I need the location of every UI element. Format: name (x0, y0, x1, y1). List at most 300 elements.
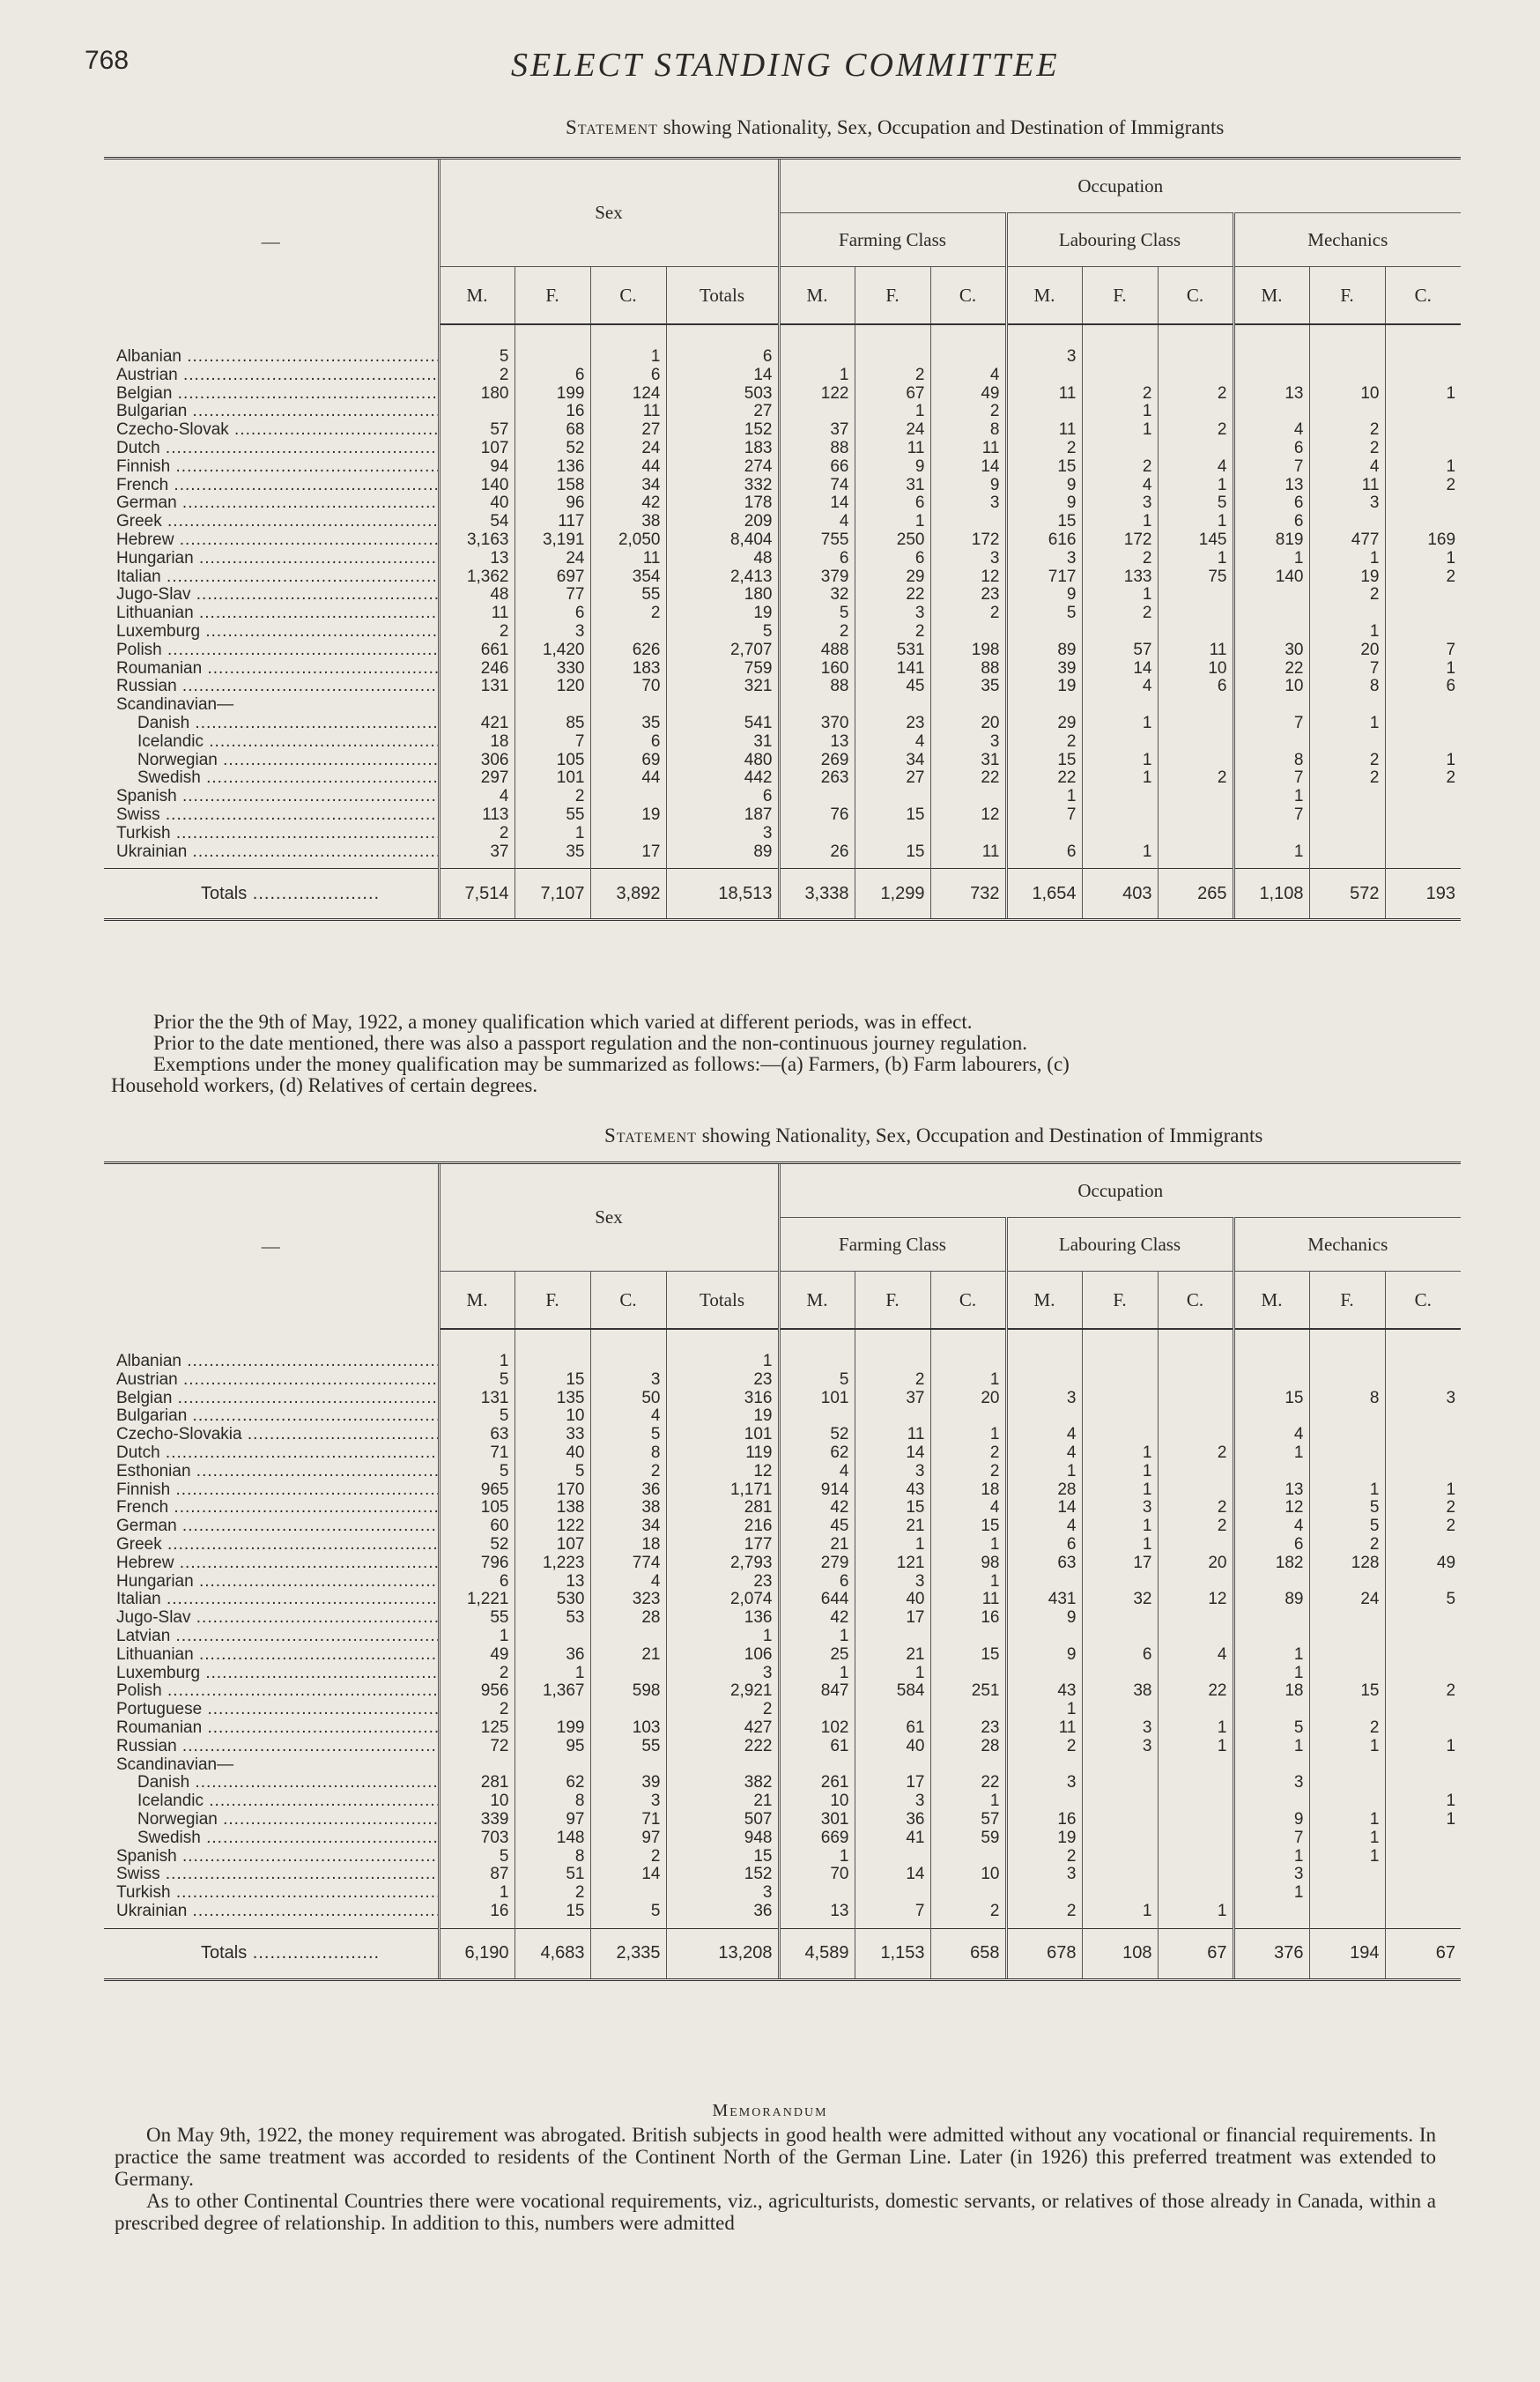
totals-cell: 15 (666, 1848, 779, 1866)
sex-f-cell (515, 1353, 590, 1371)
farming-f-cell: 40 (855, 1591, 930, 1609)
labouring-m-cell: 2 (1006, 1848, 1082, 1866)
spacer-row (104, 1921, 1461, 1929)
farming-m-cell: 26 (779, 843, 855, 862)
mechanics-m-cell (1233, 623, 1309, 642)
nationality-cell: Ukrainian ..... (104, 843, 439, 862)
mechanics-c-cell (1385, 1463, 1461, 1481)
farming-c-cell (930, 1628, 1006, 1646)
nationality-cell: Bulgarian ..... (104, 1407, 439, 1426)
labouring-c-cell (1158, 1848, 1233, 1866)
spacer-cell (439, 861, 515, 869)
sex-f-cell: 5 (515, 1463, 590, 1481)
labouring-c-cell: 67 (1158, 1928, 1233, 1979)
mechanics-f-cell (1309, 843, 1385, 862)
mechanics-f-cell (1309, 367, 1385, 385)
sex-c-cell: 34 (590, 1518, 666, 1536)
labouring-c-cell (1158, 843, 1233, 862)
mechanics-m-cell: 1 (1233, 788, 1309, 806)
labouring-f-cell (1082, 623, 1158, 642)
sex-c-cell (590, 696, 666, 715)
occupation-header: Occupation (779, 1163, 1461, 1218)
labouring-m-cell (1006, 825, 1082, 843)
farming-c-cell: 88 (930, 660, 1006, 679)
mechanics-c-cell: 1 (1385, 752, 1461, 770)
labouring-f-cell (1082, 1609, 1158, 1628)
sex-c-cell (590, 1756, 666, 1775)
labouring-m-cell: 19 (1006, 678, 1082, 696)
mechanics-m-cell (1233, 1903, 1309, 1921)
mechanics-c-cell (1385, 1609, 1461, 1628)
farming-f-cell: 43 (855, 1481, 930, 1500)
farming-m-cell: 6 (779, 550, 855, 568)
mechanics-c-cell (1385, 696, 1461, 715)
mechanics-c-cell: 2 (1385, 477, 1461, 495)
labouring-m-cell (1006, 1573, 1082, 1592)
mechanics-f-cell: 1 (1309, 715, 1385, 733)
mechanics-m-cell: 13 (1233, 477, 1309, 495)
sex-f-cell: 62 (515, 1774, 590, 1792)
farming-f-cell: 29 (855, 568, 930, 587)
mechanics-f-cell (1309, 1774, 1385, 1792)
mechanics-m-cell: 4 (1233, 1426, 1309, 1444)
totals-cell: 19 (666, 605, 779, 623)
labouring-c-cell: 145 (1158, 531, 1233, 550)
labouring-c-cell (1158, 1756, 1233, 1775)
sex-m-cell: 40 (439, 494, 515, 513)
mechanics-c-cell (1385, 513, 1461, 531)
labouring-c-cell: 2 (1158, 1444, 1233, 1463)
farming-m-cell: 4 (779, 513, 855, 531)
labouring-c-cell: 1 (1158, 513, 1233, 531)
labouring-c-cell (1158, 1792, 1233, 1811)
mechanics-c-cell (1385, 1426, 1461, 1444)
statement-1-table (104, 157, 1461, 921)
labouring-m-cell: 9 (1006, 1609, 1082, 1628)
farming-f-cell (855, 788, 930, 806)
sex-m-cell: 87 (439, 1866, 515, 1884)
sex-m-cell: 5 (439, 1463, 515, 1481)
mechanics-f-cell (1309, 806, 1385, 825)
mechanics-c-header: C. (1385, 1272, 1461, 1330)
sex-f-header: F. (515, 1272, 590, 1330)
sex-c-cell: 8 (590, 1444, 666, 1463)
nationality-cell: Roumanian ..... (104, 660, 439, 679)
sex-f-cell: 1,367 (515, 1682, 590, 1701)
mechanics-m-cell: 4 (1233, 421, 1309, 440)
farming-m-cell: 2 (779, 623, 855, 642)
sex-c-cell: 3 (590, 1371, 666, 1390)
nationality-cell: Scandinavian— (116, 696, 234, 715)
labouring-m-cell: 7 (1006, 806, 1082, 825)
nationality-cell: Swiss ..... (104, 1866, 439, 1884)
mechanics-m-cell: 7 (1233, 715, 1309, 733)
mechanics-header: Mechanics (1233, 1218, 1461, 1272)
spacer-cell (666, 324, 779, 348)
farming-m-cell: 122 (779, 385, 855, 404)
sex-m-cell: 1,221 (439, 1591, 515, 1609)
mechanics-c-cell: 2 (1385, 568, 1461, 587)
farming-f-cell: 17 (855, 1609, 930, 1628)
table-row (104, 568, 1461, 587)
nationality-cell: Spanish ..... (104, 788, 439, 806)
table-row (104, 586, 1461, 605)
mechanics-c-cell: 6 (1385, 678, 1461, 696)
note-2: Prior to the date mentioned, there was also a passport regulation and the non-continuous journey regulation. (153, 1032, 1027, 1054)
table-row (104, 403, 1461, 421)
totals-cell: 19 (666, 1407, 779, 1426)
statement-2-body (104, 1329, 1461, 1979)
farming-f-cell: 23 (855, 715, 930, 733)
labouring-m-cell: 6 (1006, 843, 1082, 862)
labouring-f-cell (1082, 1884, 1158, 1903)
statement-1-title-sc: Statement (566, 116, 658, 138)
nationality-cell: Russian ..... (104, 678, 439, 696)
sex-c-cell (590, 1701, 666, 1719)
labouring-c-cell: 1 (1158, 1719, 1233, 1738)
sex-m-header: M. (439, 1272, 515, 1330)
sex-m-cell: 2 (439, 623, 515, 642)
totals-cell: 1,171 (666, 1481, 779, 1500)
farming-m-cell: 847 (779, 1682, 855, 1701)
farming-f-cell: 15 (855, 1499, 930, 1518)
sex-m-cell: 1,362 (439, 568, 515, 587)
labouring-c-cell (1158, 752, 1233, 770)
labouring-m-cell: 9 (1006, 586, 1082, 605)
labouring-c-cell (1158, 1463, 1233, 1481)
mechanics-m-cell (1233, 1371, 1309, 1390)
farming-c-cell: 658 (930, 1928, 1006, 1979)
labouring-m-cell: 3 (1006, 1390, 1082, 1408)
spacer-cell (1158, 1329, 1233, 1353)
table-row (104, 1591, 1461, 1609)
farming-f-cell: 41 (855, 1829, 930, 1848)
sex-m-cell: 281 (439, 1774, 515, 1792)
nationality-cell: Jugo-Slav ..... (104, 586, 439, 605)
labouring-c-cell: 265 (1158, 869, 1233, 920)
mechanics-f-header: F. (1309, 1272, 1385, 1330)
farming-f-cell: 2 (855, 623, 930, 642)
spacer-cell (1309, 861, 1385, 869)
spacer-cell (104, 1921, 439, 1929)
labouring-m-cell: 9 (1006, 1646, 1082, 1665)
labouring-c-cell: 1 (1158, 477, 1233, 495)
farming-c-cell (930, 788, 1006, 806)
table-row (104, 513, 1461, 531)
totals-cell: 442 (666, 769, 779, 788)
table-row (104, 440, 1461, 458)
farming-m-cell (779, 1701, 855, 1719)
table-row (104, 1426, 1461, 1444)
farming-m-cell (779, 1756, 855, 1775)
sex-f-cell: 120 (515, 678, 590, 696)
labouring-m-cell: 616 (1006, 531, 1082, 550)
mechanics-f-cell: 8 (1309, 678, 1385, 696)
farming-c-cell (930, 1407, 1006, 1426)
spacer-cell (666, 1921, 779, 1929)
labouring-f-cell: 17 (1082, 1555, 1158, 1573)
sex-c-cell: 55 (590, 1738, 666, 1756)
sex-c-cell: 18 (590, 1536, 666, 1555)
labouring-f-cell: 1 (1082, 1903, 1158, 1921)
spacer-row (104, 861, 1461, 869)
farming-f-cell: 27 (855, 769, 930, 788)
labouring-f-cell: 1 (1082, 513, 1158, 531)
mechanics-f-cell (1309, 403, 1385, 421)
labouring-m-cell: 1 (1006, 1701, 1082, 1719)
farming-m-cell: 74 (779, 477, 855, 495)
farming-f-cell: 37 (855, 1390, 930, 1408)
labouring-f-cell (1082, 1774, 1158, 1792)
totals-cell: 316 (666, 1390, 779, 1408)
farming-c-cell: 4 (930, 1499, 1006, 1518)
labouring-m-cell: 431 (1006, 1591, 1082, 1609)
statement-2-title-sc: Statement (604, 1124, 697, 1146)
farming-f-cell (855, 1756, 930, 1775)
farming-m-cell: 25 (779, 1646, 855, 1665)
sex-c-header: C. (590, 267, 666, 325)
sex-c-cell (590, 1884, 666, 1903)
spacer-cell (515, 1329, 590, 1353)
labouring-m-cell: 3 (1006, 550, 1082, 568)
spacer-cell (590, 1921, 666, 1929)
mechanics-f-cell: 19 (1309, 568, 1385, 587)
totals-cell: 382 (666, 1774, 779, 1792)
labouring-f-cell: 4 (1082, 678, 1158, 696)
labouring-m-cell (1006, 1353, 1082, 1371)
labouring-f-cell: 2 (1082, 458, 1158, 477)
farming-m-cell (779, 825, 855, 843)
farming-m-cell: 88 (779, 678, 855, 696)
labouring-c-cell: 1 (1158, 1903, 1233, 1921)
table-row (104, 1756, 1461, 1775)
sex-c-cell: 5 (590, 1903, 666, 1921)
mechanics-f-cell: 1 (1309, 623, 1385, 642)
sex-c-cell: 71 (590, 1811, 666, 1829)
farming-m-cell: 301 (779, 1811, 855, 1829)
labouring-m-cell (1006, 1371, 1082, 1390)
nationality-cell: German ..... (104, 1518, 439, 1536)
mechanics-c-cell (1385, 1774, 1461, 1792)
spacer-cell (1082, 324, 1158, 348)
labouring-c-cell (1158, 1609, 1233, 1628)
sex-c-cell: 2 (590, 1463, 666, 1481)
sex-f-cell: 1 (515, 825, 590, 843)
table-row (104, 1665, 1461, 1683)
sex-m-cell: 16 (439, 1903, 515, 1921)
farming-c-cell: 59 (930, 1829, 1006, 1848)
mechanics-m-cell (1233, 1628, 1309, 1646)
farming-m-cell: 21 (779, 1536, 855, 1555)
table-row (104, 1884, 1461, 1903)
mechanics-c-cell (1385, 715, 1461, 733)
totals-cell: 2,793 (666, 1555, 779, 1573)
statement-1-title-rest: showing Nationality, Sex, Occupation and Destination of Immigrants (657, 116, 1225, 138)
labouring-f-cell: 57 (1082, 642, 1158, 660)
mechanics-c-cell: 49 (1385, 1555, 1461, 1573)
farming-f-cell: 6 (855, 494, 930, 513)
mechanics-c-cell (1385, 1903, 1461, 1921)
labouring-m-cell: 3 (1006, 1774, 1082, 1792)
labouring-m-cell (1006, 1665, 1082, 1683)
sex-f-cell: 53 (515, 1609, 590, 1628)
sex-m-cell: 60 (439, 1518, 515, 1536)
spacer-cell (1385, 1921, 1461, 1929)
labouring-c-cell (1158, 1407, 1233, 1426)
totals-cell: 23 (666, 1371, 779, 1390)
nationality-cell: Lithuanian ..... (104, 1646, 439, 1665)
labouring-m-cell: 3 (1006, 1866, 1082, 1884)
totals-cell: 21 (666, 1792, 779, 1811)
farming-f-header: F. (855, 1272, 930, 1330)
mechanics-m-cell: 9 (1233, 1811, 1309, 1829)
farming-c-header: C. (930, 1272, 1006, 1330)
mechanics-f-cell (1309, 1792, 1385, 1811)
totals-cell: 3 (666, 1665, 779, 1683)
farming-c-cell (930, 623, 1006, 642)
mechanics-f-cell (1309, 1628, 1385, 1646)
mechanics-m-cell: 6 (1233, 513, 1309, 531)
table-row (104, 531, 1461, 550)
farming-c-cell (930, 1353, 1006, 1371)
spacer-cell (930, 1921, 1006, 1929)
statement-2-table-wrap (104, 1161, 1456, 1981)
labouring-f-cell (1082, 1371, 1158, 1390)
totals-cell: 3 (666, 1884, 779, 1903)
farming-c-cell: 732 (930, 869, 1006, 920)
nationality-cell: Swedish ..... (104, 769, 439, 788)
mechanics-c-cell (1385, 1573, 1461, 1592)
nationality-cell: Totals ..... (104, 869, 439, 920)
sex-f-cell: 136 (515, 458, 590, 477)
farming-m-cell: 379 (779, 568, 855, 587)
labouring-c-cell (1158, 367, 1233, 385)
labouring-m-cell: 1 (1006, 1463, 1082, 1481)
sex-m-cell: 94 (439, 458, 515, 477)
labouring-c-cell (1158, 1536, 1233, 1555)
farming-m-cell: 5 (779, 605, 855, 623)
labouring-f-cell (1082, 348, 1158, 367)
labouring-f-cell: 14 (1082, 660, 1158, 679)
nationality-cell: Turkish ..... (104, 825, 439, 843)
farming-m-cell: 13 (779, 733, 855, 752)
farming-c-cell: 8 (930, 421, 1006, 440)
sex-f-cell: 4,683 (515, 1928, 590, 1979)
farming-f-cell: 121 (855, 1555, 930, 1573)
table-row (104, 385, 1461, 404)
labouring-m-cell (1006, 1792, 1082, 1811)
sex-m-cell: 131 (439, 678, 515, 696)
labouring-c-cell (1158, 1628, 1233, 1646)
labouring-f-cell: 3 (1082, 1719, 1158, 1738)
farming-f-cell: 2 (855, 1371, 930, 1390)
farming-m-cell: 269 (779, 752, 855, 770)
labouring-m-cell: 2 (1006, 1738, 1082, 1756)
nationality-cell: Icelandic ..... (104, 733, 439, 752)
sex-f-cell (515, 348, 590, 367)
mechanics-c-cell (1385, 586, 1461, 605)
sex-c-cell: 28 (590, 1609, 666, 1628)
sex-c-cell: 97 (590, 1829, 666, 1848)
table-row (104, 769, 1461, 788)
labouring-f-cell (1082, 1573, 1158, 1592)
labouring-m-cell: 15 (1006, 513, 1082, 531)
nationality-cell: Spanish ..... (104, 1848, 439, 1866)
farming-f-cell: 1 (855, 1536, 930, 1555)
mechanics-m-cell: 1 (1233, 1884, 1309, 1903)
nationality-cell: Roumanian ..... (104, 1719, 439, 1738)
sex-header: Sex (439, 1163, 779, 1272)
sex-c-cell: 69 (590, 752, 666, 770)
mechanics-f-cell (1309, 1903, 1385, 1921)
sex-m-cell (439, 403, 515, 421)
sex-c-cell: 103 (590, 1719, 666, 1738)
totals-row (104, 1928, 1461, 1979)
sex-m-cell: 2 (439, 1665, 515, 1683)
totals-cell: 13,208 (666, 1928, 779, 1979)
spacer-cell (1006, 861, 1082, 869)
labouring-c-cell (1158, 1390, 1233, 1408)
sex-m-cell: 72 (439, 1738, 515, 1756)
spacer-cell (855, 1921, 930, 1929)
sex-f-cell: 117 (515, 513, 590, 531)
labouring-m-cell: 19 (1006, 1829, 1082, 1848)
mechanics-c-cell: 1 (1385, 1811, 1461, 1829)
labouring-c-cell (1158, 825, 1233, 843)
spacer-cell (515, 1921, 590, 1929)
farming-c-cell: 14 (930, 458, 1006, 477)
labouring-m-cell: 11 (1006, 1719, 1082, 1738)
farming-c-cell: 3 (930, 550, 1006, 568)
sex-c-cell: 36 (590, 1481, 666, 1500)
nationality-cell: Dutch ..... (104, 440, 439, 458)
spacer-cell (1082, 861, 1158, 869)
nationality-cell: Austrian ..... (104, 1371, 439, 1390)
sex-m-cell (439, 1756, 515, 1775)
farming-m-cell (779, 788, 855, 806)
labouring-c-cell (1158, 586, 1233, 605)
farming-m-cell (779, 348, 855, 367)
mechanics-f-cell: 194 (1309, 1928, 1385, 1979)
mechanics-c-cell (1385, 1353, 1461, 1371)
sex-c-cell: 2 (590, 605, 666, 623)
labouring-c-cell: 2 (1158, 385, 1233, 404)
farming-m-cell: 669 (779, 1829, 855, 1848)
sex-f-cell (515, 1701, 590, 1719)
labouring-m-cell: 63 (1006, 1555, 1082, 1573)
sex-m-cell: 3,163 (439, 531, 515, 550)
table-row (104, 421, 1461, 440)
sex-m-cell: 6,190 (439, 1928, 515, 1979)
farming-m-cell: 88 (779, 440, 855, 458)
mechanics-f-cell: 5 (1309, 1518, 1385, 1536)
nationality-cell: Greek ..... (104, 513, 439, 531)
nationality-cell: Swedish ..... (104, 1829, 439, 1848)
mechanics-f-cell (1309, 1665, 1385, 1683)
totals-cell: 1 (666, 1353, 779, 1371)
totals-cell: 89 (666, 843, 779, 862)
sex-f-cell: 8 (515, 1848, 590, 1866)
labouring-c-cell (1158, 440, 1233, 458)
labouring-class-header: Labouring Class (1006, 1218, 1233, 1272)
mechanics-c-cell: 1 (1385, 550, 1461, 568)
farming-f-header: F. (855, 267, 930, 325)
labouring-class-header: Labouring Class (1006, 213, 1233, 267)
sex-f-cell: 135 (515, 1390, 590, 1408)
spacer-cell (666, 861, 779, 869)
table-row (104, 806, 1461, 825)
sex-m-cell: 11 (439, 605, 515, 623)
